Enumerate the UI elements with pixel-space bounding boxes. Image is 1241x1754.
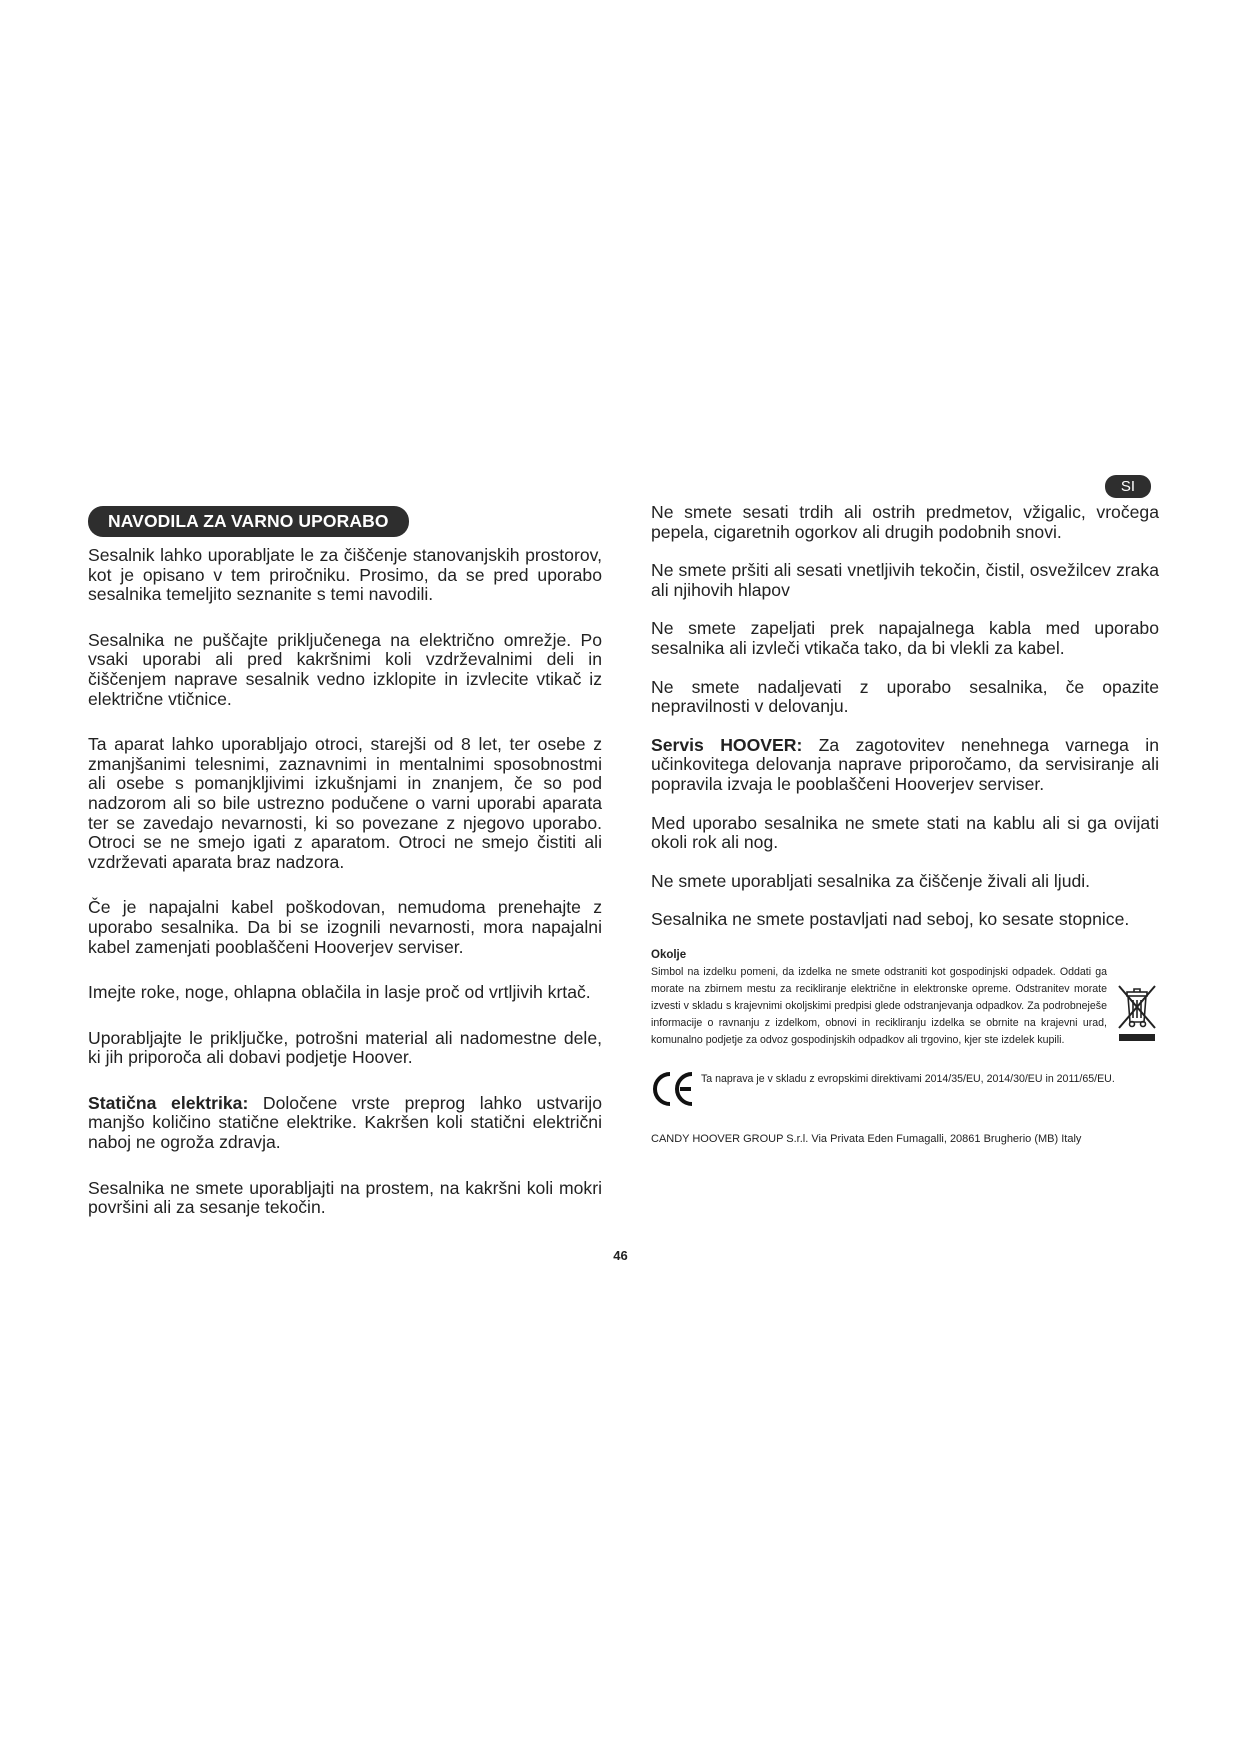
ce-text: Ta naprava je v skladu z evropskimi direktivami 2014/35/EU, 2014/30/EU in 2011/65/EU.: [701, 1072, 1115, 1085]
paragraph: Ne smete uporabljati sesalnika za čiščenje živali ali ljudi.: [651, 870, 1091, 891]
paragraph: Ne smete nadaljevati z uporabo sesalnika, če opazite nepravilnosti v delovanju.: [651, 676, 1159, 717]
paragraph: Sesalnik lahko uporabljate le za čiščenje stanovanjskih prostorov, kot je opisano v tem priročniku. Prosimo, da se pred uporabo sesalnika temeljito seznanite s temi navodili.: [88, 545, 602, 605]
paragraph: Ta aparat lahko uporabljajo otroci, starejši od 8 let, ter osebe z zmanjšanimi telesnimi, zaznavnimi in mentalnimi sposobnostmi ali osebe s pomanjkljivimi izkušnjami in znanjem, če so pod nadzorom ali so bile ustrezno podučene o varni uporabi aparata ter se zavedajo nevarnosti, ki so povezane z njegovo uporabo. Otroci se ne smejo igati z aparatom. Otroci ne smejo čistiti ali vzdrževati aparata braz nadzora.: [88, 734, 602, 872]
paragraph-static-electricity: Statična elektrika: Določene vrste preprog lahko ustvarijo manjšo količino statične elektrike. Kakršen koli statični električni naboj ne ogroža zdravja.: [88, 1092, 602, 1153]
ce-compliance: [651, 1069, 1159, 1109]
paragraph: Sesalnika ne puščajte priključenega na električno omrežje. Po vsaki uporabi ali pred kakršnimi koli vzdrževalnimi deli in čiščenjem naprave sesalnik vedno izklopite in izvlecite vtikač iz električne vtičnice.: [88, 629, 602, 709]
paragraph: Med uporabo sesalnika ne smete stati na kablu ali si ga ovijati okoli rok ali nog.: [651, 812, 1159, 853]
paragraph: Ne smete pršiti ali sesati vnetljivih tekočin, čistil, osvežilcev zraka ali njihovih hlapov: [651, 560, 1159, 600]
paragraph-lead: Statična elektrika:: [88, 1092, 249, 1113]
language-badge: SI: [1105, 475, 1151, 498]
company-address: CANDY HOOVER GROUP S.r.l. Via Privata Eden Fumagalli, 20861 Brugherio (MB) Italy: [651, 1132, 1082, 1145]
ce-mark-icon: [651, 1069, 697, 1109]
environment-title: Okolje: [651, 948, 687, 961]
paragraph-hoover-service: Servis HOOVER: Za zagotovitev nenehnega varnega in učinkovitega delovanja naprave priporočamo, da servisiranje ali popravila izvaja le pooblaščeni Hooverjev serviser.: [651, 734, 1160, 794]
paragraph: Sesalnika ne smete postavljati nad seboj, ko sesate stopnice.: [651, 909, 1130, 930]
weee-crossed-bin-icon: [1115, 982, 1159, 1046]
paragraph: Uporabljajte le priključke, potrošni material ali nadomestne dele, ki jih priporoča ali dobavi podjetje Hoover.: [88, 1027, 602, 1068]
section-title: NAVODILA ZA VARNO UPORABO: [88, 506, 409, 537]
environment-text: Simbol na izdelku pomeni, da izdelka ne smete odstraniti kot gospodinjski odpadek. Oddati ga morate na zbirnem mestu za recikliranje električne in elektronske opreme. Odstranitev morate izvesti v skladu s krajevnimi okoljskimi predpisi glede odstranjevanja odpadkov. Za podrobneješe informacije o ravnanju z izdelkom, obnovi in recikliranju izdelka se obrnite na krajevni urad, komunalno podjetje za odvoz gospodinjskih odpadkov ali trgovino, kjer ste izdelek kupili.: [651, 965, 1107, 1046]
paragraph: Če je napajalni kabel poškodovan, nemudoma prenehajte z uporabo sesalnika. Da bi se izognili nevarnosti, mora napajalni kabel zamenjati pooblaščeni Hooverjev serviser.: [88, 897, 602, 957]
paragraph-lead: Servis HOOVER:: [651, 734, 803, 755]
left-column: [88, 502, 602, 1244]
environment-section: [651, 949, 1159, 1049]
paragraph: Ne smete sesati trdih ali ostrih predmetov, vžigalic, vročega pepela, cigaretnih ogorkov ali drugih podobnih snovi.: [651, 502, 1159, 542]
paragraph: Ne smete zapeljati prek napajalnega kabla med uporabo sesalnika ali izvleči vtikača tako, da bi vlekli za kabel.: [651, 618, 1159, 658]
page-number: 46: [613, 1248, 628, 1263]
paragraph: Imejte roke, noge, ohlapna oblačila in lasje proč od vrtljivih krtač.: [88, 982, 591, 1003]
right-column: [651, 503, 1159, 1147]
paragraph: Sesalnika ne smete uporabljajti na prostem, na kakršni koli mokri površini ali za sesanje tekočin.: [88, 1177, 602, 1218]
